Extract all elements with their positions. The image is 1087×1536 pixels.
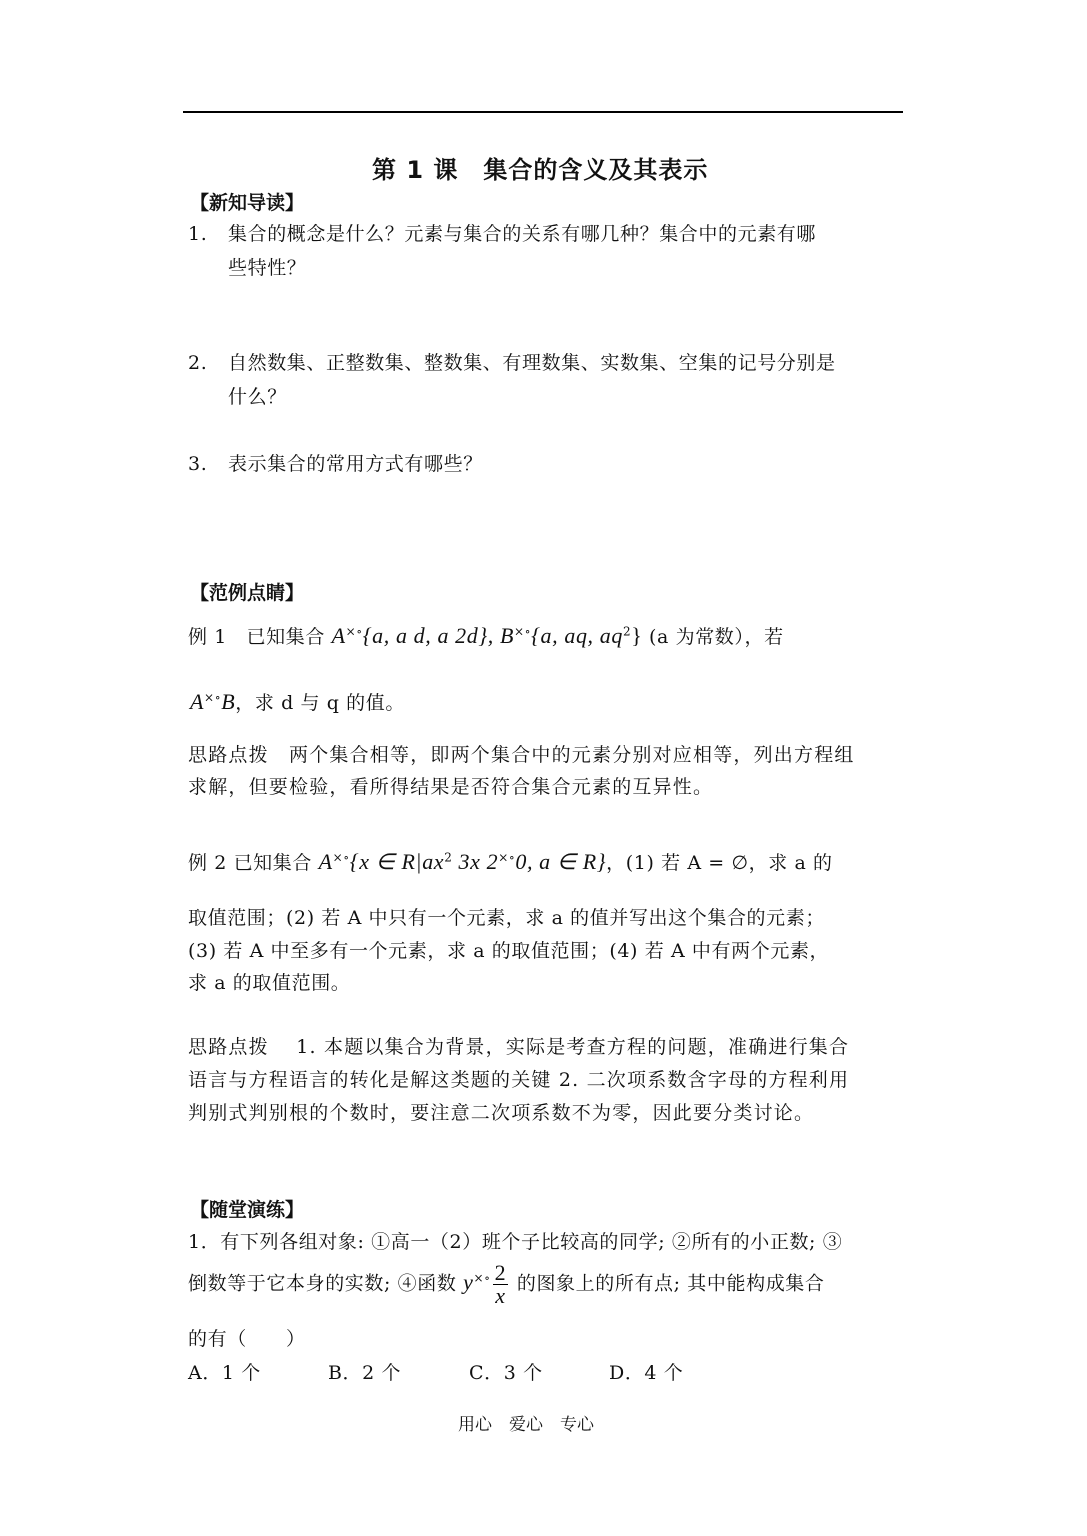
- example-2-line2: 取值范围；(2) 若 A 中只有一个元素，求 a 的值并写出这个集合的元素；: [188, 907, 825, 929]
- example-2-set-open: {x ∈ R|ax: [349, 849, 445, 874]
- question-2-cont: 什么？: [228, 386, 287, 408]
- hint-2-line3: 判别式判别根的个数时，要注意二次项系数不为零，因此要分类讨论。: [188, 1102, 815, 1124]
- hint-1-line2: 求解，但要检验，看所得结果是否符合集合元素的互异性。: [188, 776, 714, 798]
- option-b: B．2 个: [328, 1362, 402, 1384]
- header-rule: [183, 111, 903, 113]
- question-1: [188, 219, 816, 246]
- fraction-denominator: x: [495, 1283, 506, 1308]
- garbled-equals-glyph: ×∘: [345, 624, 363, 639]
- page-title: 第 1 课 集合的含义及其表示: [372, 156, 709, 184]
- practice-1-line1: 1．有下列各组对象: ①高一（2）班个子比较高的同学; ②所有的小正数; ③: [188, 1231, 843, 1253]
- example-1-line1: [188, 622, 784, 649]
- practice-1-line2-post: 的图象上的所有点; 其中能构成集合: [516, 1272, 825, 1295]
- garbled-equals-glyph: ×∘: [332, 850, 350, 865]
- hint-1-line1: 思路点拨 两个集合相等，即两个集合中的元素分别对应相等，列出方程组: [188, 744, 855, 766]
- question-text: 表示集合的常用方式有哪些？: [228, 453, 483, 475]
- example-1-constant-note: (a 为常数），若: [649, 626, 784, 648]
- question-number: 2.: [188, 352, 208, 374]
- example-1-set-B: {a, aq, aq: [531, 623, 623, 648]
- example-2-set-mid: 3x 2: [452, 849, 499, 874]
- garbled-equals-glyph: ×∘: [204, 690, 222, 705]
- example-2-line4: 求 a 的取值范围。: [188, 972, 351, 994]
- garbled-equals-glyph: ×∘: [514, 624, 532, 639]
- practice-1-line2-pre: 倒数等于它本身的实数; ④函数: [188, 1272, 457, 1295]
- example-2-line3: (3) 若 A 中至多有一个元素，求 a 的取值范围；(4) 若 A 中有两个元素，: [188, 940, 830, 962]
- question-number: 3.: [188, 453, 208, 475]
- function-y: y: [463, 1269, 474, 1295]
- fraction-numerator: 2: [494, 1260, 507, 1285]
- example-2-line1: [188, 848, 833, 875]
- set-B-name: B: [221, 689, 236, 714]
- garbled-equals-glyph: ×∘: [498, 850, 516, 865]
- example-1-prefix: 例 1 已知集合: [188, 626, 325, 648]
- example-1-set-B-name: , B: [487, 623, 515, 648]
- hint-2-line2: 语言与方程语言的转化是解这类题的关键 2. 二次项系数含字母的方程利用: [188, 1069, 850, 1091]
- question-number: 1.: [188, 223, 208, 245]
- question-text: 自然数集、正整数集、整数集、有理数集、实数集、空集的记号分别是: [228, 352, 836, 374]
- question-2: [188, 348, 836, 375]
- example-1-line2: [190, 688, 405, 715]
- example-1-set-B-close: }: [631, 623, 643, 648]
- question-3: [188, 449, 483, 476]
- superscript: 2: [622, 624, 632, 639]
- section-fanli-heading: 【范例点睛】: [190, 582, 305, 604]
- hint-2-line1: 思路点拨 1. 本题以集合为背景，实际是考查方程的问题，准确进行集合: [188, 1036, 850, 1058]
- example-2-set-A-name: A: [318, 849, 333, 874]
- option-d: D．4 个: [609, 1362, 684, 1384]
- example-1-question: ，求 d 与 q 的值。: [235, 692, 405, 714]
- option-c: C．3 个: [469, 1362, 543, 1384]
- section-suitang-heading: 【随堂演练】: [190, 1199, 305, 1221]
- question-text: 集合的概念是什么？元素与集合的关系有哪几种？集合中的元素有哪: [228, 223, 817, 245]
- example-2-set-close: 0, a ∈ R}: [515, 849, 607, 874]
- page-footer: 用心 爱心 专心: [458, 1415, 594, 1435]
- example-2-condition-1: ，(1) 若 A = ∅，求 a 的: [606, 852, 833, 874]
- practice-1-line2: [188, 1262, 825, 1307]
- superscript: 2: [444, 850, 453, 865]
- example-2-prefix: 例 2 已知集合: [188, 852, 312, 874]
- question-1-cont: 些特性？: [228, 257, 307, 279]
- example-1-set-A-name: A: [331, 623, 346, 648]
- set-A-name: A: [190, 689, 205, 714]
- section-xinzhi-heading: 【新知导读】: [190, 192, 305, 214]
- example-1-set-A: {a, a d, a 2d}: [362, 623, 488, 648]
- garbled-equals-glyph: ×∘: [473, 1271, 491, 1286]
- fraction-2-over-x: [493, 1262, 509, 1307]
- practice-1-line3: 的有（ ）: [188, 1328, 306, 1350]
- option-a: A．1 个: [188, 1362, 261, 1384]
